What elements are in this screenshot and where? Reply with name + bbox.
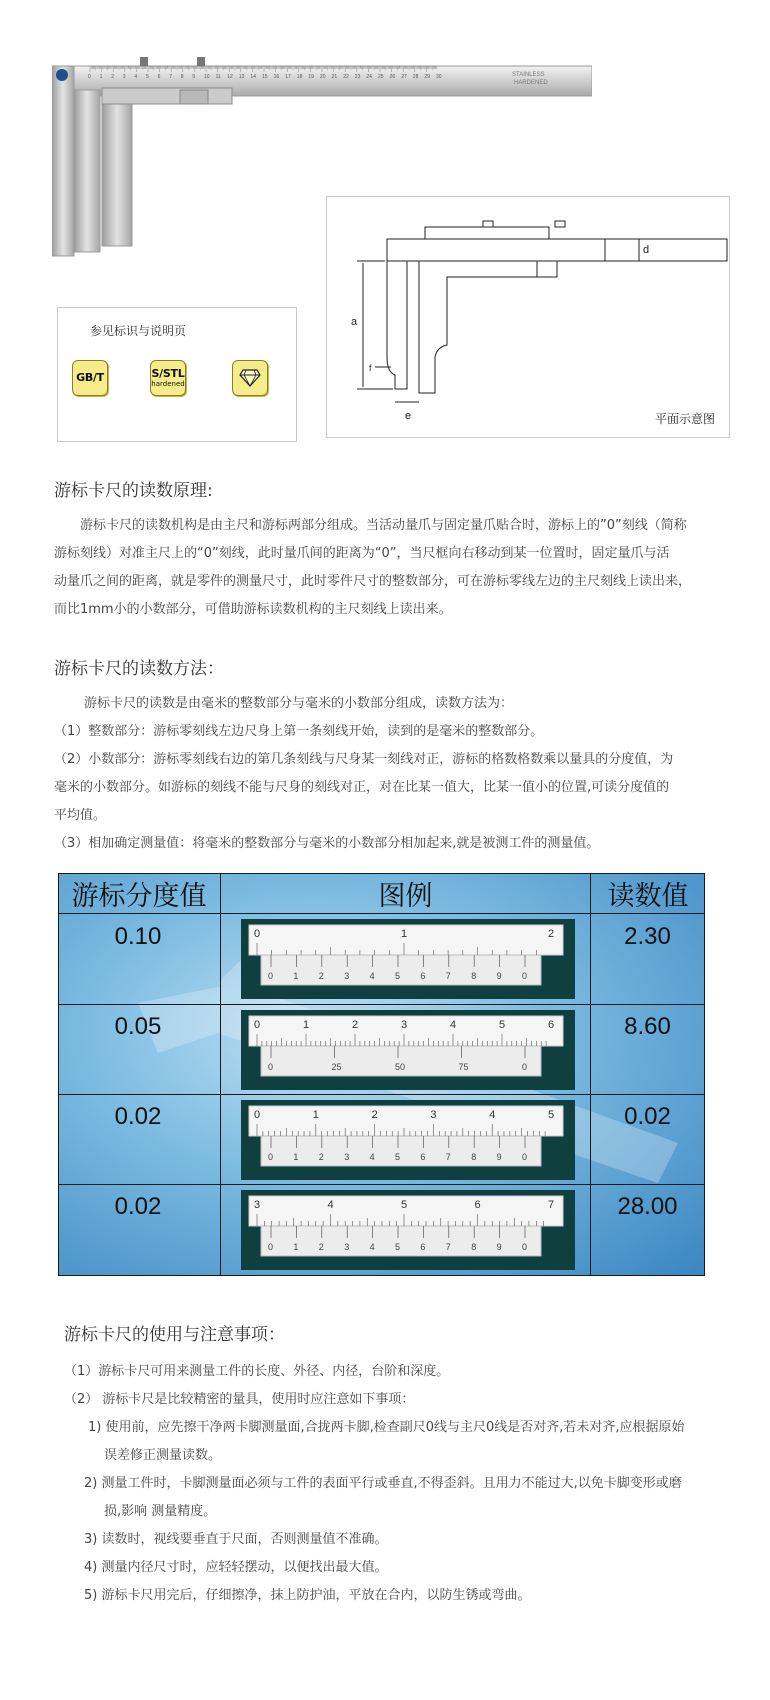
vernier-number: 9: [496, 1242, 502, 1252]
vernier-number: 5: [395, 1152, 401, 1162]
section-heading-principle: 游标卡尺的读数原理:: [54, 481, 213, 501]
main-scale-number: 29: [424, 74, 430, 80]
vernier-number: 7: [445, 971, 451, 981]
paragraph-line: 游标卡尺的读数机构是由主尺和游标两部分组成。当活动量爪与固定量爪贴合时，游标上的”0”刻线（简称: [80, 518, 687, 533]
paragraph-line: 平均值。: [54, 808, 107, 823]
vernier-number: 75: [458, 1062, 469, 1072]
paragraph-line: 而比1mm小的小数部分，可借助游标读数机构的主尺刻线上读出来。: [54, 602, 452, 617]
vernier-number: 0: [268, 1242, 274, 1252]
vernier-number: 7: [445, 1242, 451, 1252]
main-scale-number: 27: [401, 74, 407, 80]
usage-paragraph: [64, 1358, 754, 1610]
paragraph-line: 3) 读数时，视线要垂直于尺面，否则测量值不准确。: [84, 1532, 388, 1547]
main-scale-number: 21: [331, 74, 338, 80]
vernier-scale-illustration: [241, 1010, 575, 1090]
main-scale-number: 0: [88, 74, 91, 80]
main-scale-number: 4: [134, 74, 138, 80]
section-heading-method: 游标卡尺的读数方法：: [54, 659, 224, 679]
vernier-number: 9: [496, 971, 502, 981]
main-scale-number: 28: [412, 74, 419, 80]
dimension-a-label: a: [351, 316, 358, 328]
main-scale-number: 0: [254, 1109, 261, 1121]
dimension-f-label: f: [369, 363, 372, 373]
main-scale-number: 25: [378, 74, 384, 80]
vernier-number: 0: [522, 971, 528, 981]
reading-value: 0.02: [624, 1103, 671, 1130]
vernier-number: 5: [395, 1242, 401, 1252]
main-scale-number: 4: [327, 1199, 334, 1211]
vernier-number: 1: [293, 971, 299, 981]
vernier-number: 7: [445, 1152, 451, 1162]
main-scale-number: 17: [285, 74, 291, 80]
stamp-line2: HARDENED: [514, 80, 548, 86]
method-paragraph: [54, 690, 754, 858]
main-scale-number: 0: [254, 1019, 261, 1031]
main-scale-number: 1: [312, 1109, 319, 1121]
main-scale-number: 3: [122, 74, 126, 80]
division-value: 0.05: [114, 1013, 162, 1040]
reading-value: 28.00: [617, 1193, 678, 1220]
header-division: 游标分度值: [71, 880, 207, 912]
main-scale-number: 20: [320, 74, 326, 80]
vernier-number: 4: [369, 1242, 375, 1252]
main-scale-number: 19: [308, 74, 314, 80]
gbt-label: GB/T: [76, 371, 104, 384]
certification-box: [57, 307, 297, 442]
vernier-number: 3: [344, 971, 350, 981]
section-heading-usage: 游标卡尺的使用与注意事项：: [64, 1325, 285, 1345]
main-scale-number: 5: [146, 74, 149, 80]
main-scale-number: 3: [254, 1199, 261, 1211]
vernier-number: 0: [522, 1242, 528, 1252]
main-scale-number: 2: [352, 1019, 359, 1031]
paragraph-line: （2）小数部分：游标零刻线右边的第几条刻线与尺身某一刻线对正，游标的格数格数乘以量具的分度值，为: [54, 752, 674, 767]
division-value: 0.02: [114, 1193, 162, 1220]
division-value: 0.10: [114, 923, 162, 950]
main-scale-number: 7: [548, 1199, 555, 1211]
division-value: 0.02: [114, 1103, 162, 1130]
main-scale-number: 0: [254, 928, 261, 940]
vernier-number: 0: [522, 1062, 528, 1072]
vernier-number: 25: [331, 1062, 342, 1072]
vernier-number: 0: [268, 1062, 274, 1072]
paragraph-line: 误差修正测量读数。: [104, 1448, 222, 1463]
vernier-number: 3: [344, 1242, 350, 1252]
vernier-number: 4: [369, 971, 375, 981]
sstl-hardened-badge-icon: [150, 360, 186, 396]
main-scale-number: 8: [180, 74, 184, 80]
main-scale-number: 5: [499, 1019, 506, 1031]
vernier-number: 8: [471, 1152, 477, 1162]
vernier-number: 2: [318, 1152, 324, 1162]
main-scale-number: 11: [215, 74, 221, 80]
header-reading: 读数值: [607, 880, 689, 912]
vernier-number: 1: [293, 1242, 299, 1252]
vernier-number: 3: [344, 1152, 350, 1162]
main-scale-number: 23: [354, 74, 361, 80]
main-scale-number: 13: [238, 74, 245, 80]
vernier-number: 4: [369, 1152, 375, 1162]
vernier-number: 0: [268, 971, 274, 981]
dimension-d-label: d: [643, 244, 650, 256]
paragraph-line: 损,影响 测量精度。: [104, 1504, 217, 1519]
vernier-number: 50: [395, 1062, 406, 1072]
paragraph-line: 游标卡尺的读数是由毫米的整数部分与毫米的小数部分组成，读数方法为：: [84, 696, 514, 711]
reading-examples-table: [58, 873, 705, 1276]
plan-view-caption: 平面示意图: [654, 412, 715, 426]
paragraph-line: 5) 游标卡尺用完后，仔细擦净，抹上防护油，平放在合内，以防生锈或弯曲。: [84, 1588, 531, 1603]
header-example: 图例: [378, 880, 433, 912]
gbt-badge-icon: [72, 360, 108, 396]
paragraph-line: （2） 游标卡尺是比较精密的量具，使用时应注意如下事项：: [64, 1392, 415, 1407]
main-scale-number: 7: [169, 74, 172, 80]
main-scale-number: 26: [389, 74, 396, 80]
main-scale-number: 1: [303, 1019, 310, 1031]
main-scale-number: 24: [366, 74, 372, 80]
vernier-number: 6: [420, 1152, 426, 1162]
vernier-number: 1: [293, 1152, 299, 1162]
vernier-scale-illustration: [241, 919, 575, 999]
sstl-label: S/STL: [151, 367, 185, 380]
main-scale-number: 12: [227, 74, 233, 80]
main-scale-number: 3: [401, 1019, 408, 1031]
paragraph-line: 4) 测量内径尺寸时，应轻轻摆动，以便找出最大值。: [84, 1560, 388, 1575]
main-scale-number: 10: [204, 74, 210, 80]
paragraph-line: 动量爪之间的距离，就是零件的测量尺寸，此时零件尺寸的整数部分，可在游标零线左边的主尺刻线上读出来，: [54, 574, 692, 589]
sstl-sub-label: hardened: [151, 380, 185, 388]
paragraph-line: 游标刻线）对准主尺上的“0”刻线，此时量爪间的距离为“0”，当尺框向右移动到某一位置时，固定量爪与活: [54, 546, 670, 561]
main-scale-number: 18: [296, 74, 303, 80]
main-scale-number: 30: [436, 74, 442, 80]
paragraph-line: （1）整数部分：游标零刻线左边尺身上第一条刻线开始，读到的是毫米的整数部分。: [54, 724, 544, 739]
vernier-number: 8: [471, 971, 477, 981]
main-scale-number: 4: [489, 1109, 496, 1121]
dimension-e-label: e: [405, 410, 412, 422]
main-scale-number: 3: [430, 1109, 437, 1121]
vernier-number: 2: [318, 1242, 324, 1252]
paragraph-line: （1）游标卡尺可用来测量工件的长度、外径、内径，台阶和深度。: [64, 1364, 450, 1379]
vernier-number: 9: [496, 1152, 502, 1162]
brand-logo: [56, 69, 68, 81]
main-scale-number: 16: [273, 74, 280, 80]
paragraph-line: 毫米的小数部分。如游标的刻线不能与尺身的刻线对正，对在比某一值大，比某一值小的位置,可读分度值的: [54, 780, 670, 795]
main-scale-number: 22: [343, 74, 349, 80]
main-scale-number: 4: [450, 1019, 457, 1031]
vernier-number: 5: [395, 971, 401, 981]
main-scale-number: 15: [262, 74, 268, 80]
paragraph-line: （3）相加确定测量值：将毫米的整数部分与毫米的小数部分相加起来,就是被测工件的测量值。: [54, 836, 600, 851]
main-scale-number: 2: [548, 928, 555, 940]
principle-paragraph: [54, 512, 754, 624]
main-scale-number: 6: [548, 1019, 555, 1031]
vernier-scale-illustration: [241, 1100, 575, 1180]
diamond-badge-icon: [232, 360, 268, 396]
main-scale-number: 1: [401, 928, 408, 940]
main-scale-number: 5: [548, 1109, 555, 1121]
main-scale-number: 6: [474, 1199, 481, 1211]
certification-title: 参见标识与说明页: [90, 324, 187, 338]
reading-value: 8.60: [624, 1013, 671, 1040]
paragraph-line: 2) 测量工件时，卡脚测量面必须与工件的表面平行或垂直,不得歪斜。且用力不能过大,以免卡脚变形或磨: [84, 1476, 682, 1491]
vernier-number: 8: [471, 1242, 477, 1252]
main-scale-number: 5: [401, 1199, 408, 1211]
vernier-number: 0: [268, 1152, 274, 1162]
plan-view-diagram: [326, 196, 730, 438]
stamp-line1: STAINLESS: [512, 72, 545, 78]
main-scale-number: 2: [111, 74, 114, 80]
main-scale-number: 9: [192, 74, 196, 80]
main-scale-number: 2: [371, 1109, 378, 1121]
vernier-number: 2: [318, 971, 324, 981]
vernier-number: 6: [420, 1242, 426, 1252]
main-scale-number: 1: [99, 74, 103, 80]
main-scale-number: 14: [250, 74, 256, 80]
main-scale-number: 6: [157, 74, 161, 80]
paragraph-line: 1) 使用前，应先擦干净两卡脚测量面,合拢两卡脚,检查副尺0线与主尺0线是否对齐,若未对齐,应根据原始: [88, 1420, 685, 1435]
vernier-number: 6: [420, 971, 426, 981]
vernier-scale-illustration: [241, 1190, 575, 1270]
vernier-number: 0: [522, 1152, 528, 1162]
reading-value: 2.30: [624, 923, 671, 950]
